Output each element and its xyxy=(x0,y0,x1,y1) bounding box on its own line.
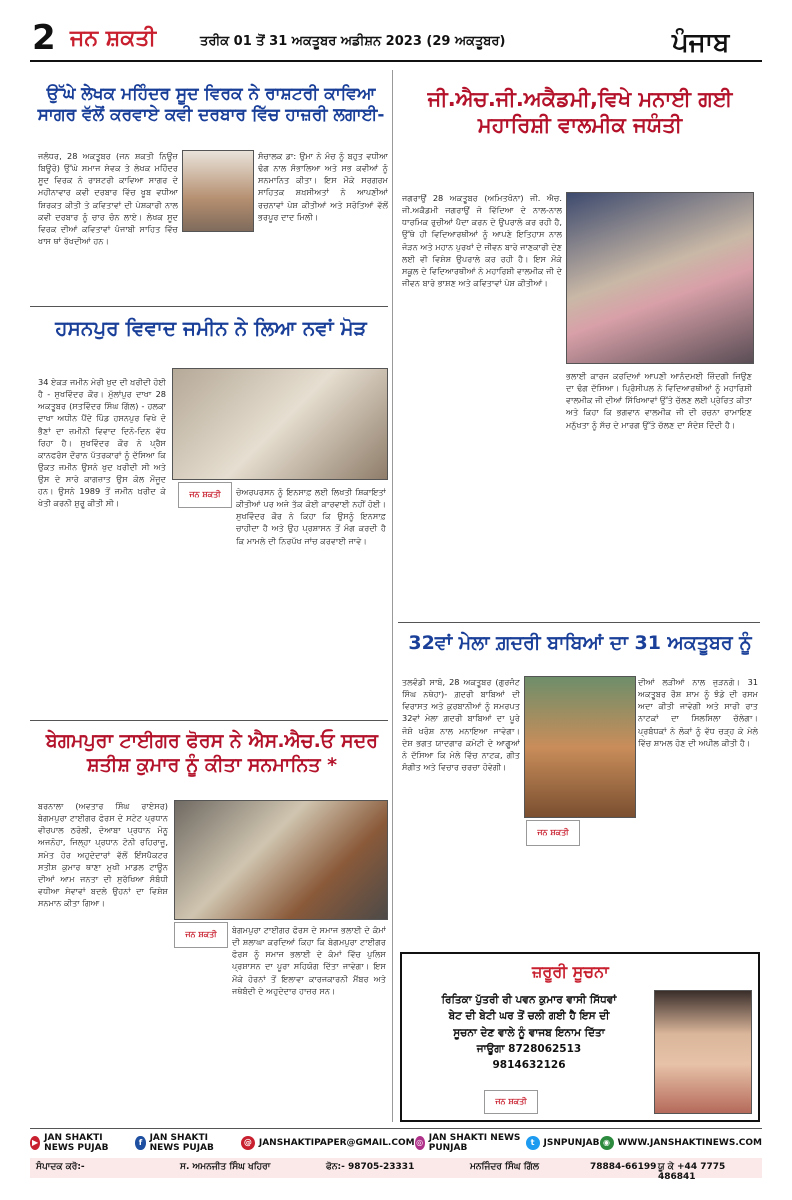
footer-rule xyxy=(30,1128,762,1129)
notice-line: 9814632126 xyxy=(492,1059,566,1072)
jan-shakti-logo: ਜਨ ਸ਼ਕਤੀ xyxy=(174,922,228,948)
notice-line: ਰਿਤਿਕਾ ਪੁੱਤਰੀ ਰੀ ਪਵਨ ਕੁਮਾਰ ਵਾਸੀ ਸਿੱਧਵਾਂ xyxy=(441,994,617,1006)
mela-body-right: ਦੀਆਂ ਲੜੀਆਂ ਨਾਲ ਜੁੜਨਗੇ। 31 ਅਕਤੂਬਰ ਰੌਸ਼ ਸ਼ਾਮ ਨੂੰ ਝੰਡੇ ਦੀ ਰਸਮ ਅਦਾ ਕੀਤੀ ਜਾਵੇਗੀ ਅਤੇ ਸਾਰੀ ਰਾਤ ਨਾਟਕਾਂ ਦਾ ਸਿਲਸਿਲਾ ਚੱਲੇਗਾ। ਪ੍ਰਬੰਧਕਾਂ ਨੇ ਲੋਕਾਂ ਨੂੰ ਵੱਧ ਚੜ੍ਹ ਕੇ ਮੇਲੇ ਵਿੱਚ ਸ਼ਾਮਲ ਹੋਣ ਦੀ ਅਪੀਲ ਕੀਤੀ ਹੈ। xyxy=(638,677,758,748)
hasanpur-headline: ਹਸਨਪੁਰ ਵਿਵਾਦ ਜਮੀਨ ਨੇ ਲਿਆ ਨਵਾਂ ਮੋੜ xyxy=(55,316,367,340)
notice-title: ਜ਼ਰੂਰੀ ਸੂਚਨਾ xyxy=(532,962,609,981)
sood-headline: ਉੱਘੇ ਲੇਖਕ ਮਹਿੰਦਰ ਸੂਦ ਵਿਰਕ ਨੇ ਰਾਸ਼ਟਰੀ ਕਾਵਿਆ ਸਾਗਰ ਵੱਲੋਂ ਕਰਵਾਏ ਕਵੀ ਦਰਬਾਰ ਵਿੱਚ ਹਾਜ਼ਰੀ ਲਗਾਈ- xyxy=(37,84,385,126)
begampura-body-left: ਬਰਨਾਲਾ (ਅਵਤਾਰ ਸਿੰਘ ਰਾਏਸਰ) ਬੇਗਮਪੁਰਾ ਟਾਈਗਰ ਫੋਰਸ ਦੇ ਸਟੇਟ ਪ੍ਰਧਾਨ ਵੀਰਪਾਲ ਠਰੋਲੀ, ਦੋਆਬਾ ਪ੍ਰਧਾਨ ਮੋਨੂ ਅਜਨੋਹਾ, ਜਿਲ੍ਹਾ ਪ੍ਰਧਾਨ ਟੋਨੀ ਰਹਿਰਾਜੂ, ਸਮੇਤ ਹੋਰ ਅਹੁਦੇਦਾਰਾਂ ਵੱਲੋਂ ਇੰਸਪੈਕਟਰ ਸਤੀਸ਼ ਕੁਮਾਰ ਥਾਣਾ ਮੁਖੀ ਮਾਡਲ ਟਾਊਨ ਦੀਆਂ ਆਮ ਜਨਤਾ ਦੀ ਸੁਰੱਖਿਆ ਸੰਬੰਧੀ ਵਧੀਆ ਸੇਵਾਵਾਂ ਬਦਲੇ ਉਹਨਾਂ ਦਾ ਵਿਸ਼ੇਸ਼ ਸਨਮਾਨ ਕੀਤਾ ਗਿਆ। xyxy=(38,801,168,909)
editor-name: ਸ. ਅਮਨਜੀਤ ਸਿੰਘ ਖਹਿਰਾ xyxy=(180,1162,271,1172)
footer-link-label: JAN SHAKTI NEWS PUJAB xyxy=(149,1133,214,1153)
facebook-icon: f xyxy=(135,1136,145,1150)
valmiki-body-right: ਭਲਾਈ ਕਾਰਜ ਕਰਦਿਆਂ ਆਪਣੀ ਆਨੰਦਮਈ ਜ਼ਿੰਦਗੀ ਜਿਉਣ ਦਾ ਢੰਗ ਦੱਸਿਆ। ਪ੍ਰਿੰਸੀਪਲ ਨੇ ਵਿਦਿਆਰਥੀਆਂ ਨੂੰ ਮਹਾਰਿਸ਼ੀ ਵਾਲਮੀਕ ਜੀ ਦੀਆਂ ਸਿੱਖਿਆਵਾਂ ਉੱਤੇ ਚੱਲਣ ਲਈ ਪ੍ਰੇਰਿਤ ਕੀਤਾ ਅਤੇ ਕਿਹਾ ਕਿ ਭਗਵਾਨ ਵਾਲਮੀਕ ਜੀ ਦੀ ਰਚਨਾ ਰਾਮਾਇਣ ਮਨੁੱਖਤਾ ਨੂੰ ਸੱਚ ਦੇ ਮਾਰਗ ਉੱਤੇ ਚੱਲਣ ਦਾ ਸੰਦੇਸ਼ ਦਿੰਦੀ ਹੈ। xyxy=(566,371,752,430)
sood-body-right: ਸੰਚਾਲਕ ਡਾ: ਉਮਾ ਨੇ ਮੰਚ ਨੂੰ ਬਹੁਤ ਵਧੀਆ ਢੰਗ ਨਾਲ ਸੰਭਾਲਿਆ ਅਤੇ ਸਭ ਕਵੀਆਂ ਨੂੰ ਸਨਮਾਨਿਤ ਕੀਤਾ। ਇਸ ਮੌਕੇ ਸਰਗਰਮ ਸਾਹਿਤਕ ਸ਼ਖ਼ਸੀਅਤਾਂ ਨੇ ਆਪਣੀਆਂ ਰਚਨਾਵਾਂ ਪੇਸ਼ ਕੀਤੀਆਂ ਅਤੇ ਸਰੋਤਿਆਂ ਵੱਲੋਂ ਭਰਪੂਰ ਦਾਦ ਮਿਲੀ। xyxy=(258,151,388,222)
sood-photo xyxy=(182,150,254,232)
footer-link-instagram[interactable] xyxy=(415,1134,526,1152)
sood-body-left: ਜਲੰਧਰ, 28 ਅਕਤੂਬਰ (ਜਨ ਸ਼ਕਤੀ ਨਿਊਜ਼ ਬਿਊਰੋ) ਉੱਘੇ ਸਮਾਜ ਸੇਵਕ ਤੇ ਲੇਖਕ ਮਹਿੰਦਰ ਸੂਦ ਵਿਰਕ ਨੇ ਰਾਸ਼ਟਰੀ ਕਾਵਿਆ ਸਾਗਰ ਦੇ ਮਹੀਨਾਵਾਰ ਕਵੀ ਦਰਬਾਰ ਵਿੱਚ ਖੂਬ ਵਧੀਆ ਸ਼ਿਰਕਤ ਕੀਤੀ ਤੇ ਕਵਿਤਾਵਾਂ ਦੀ ਪੇਸ਼ਕਾਰੀ ਨਾਲ ਕਵੀ ਦਰਬਾਰ ਨੂੰ ਚਾਰ ਚੰਨ ਲਾਏ। ਲੇਖਕ ਸੂਦ ਵਿਰਕ ਦੀਆਂ ਕਵਿਤਾਵਾਂ ਪੰਜਾਬੀ ਸਾਹਿਤ ਵਿੱਚ ਖਾਸ ਥਾਂ ਰੱਖਦੀਆਂ ਹਨ। xyxy=(38,151,178,246)
separator xyxy=(398,622,760,623)
date-line: ਤਰੀਕ 01 ਤੋਂ 31 ਅਕਤੂਬਰ ਅਡੀਸ਼ਨ 2023 (29 ਅਕਤੂਬਰ) xyxy=(200,34,506,49)
valmiki-photo xyxy=(566,192,754,364)
footer-link-label: JANSHAKTIPAPER@GMAIL.COM xyxy=(258,1138,415,1148)
notice-line: ਜਾਊਗਾ 8728062513 xyxy=(476,1042,582,1055)
valmiki-headline: ਜੀ.ਐਚ.ਜੀ.ਅਕੈਡਮੀ,ਵਿਖੇ ਮਨਾਈ ਗਈ ਮਹਾਰਿਸ਼ੀ ਵਾਲਮੀਕ ਜਯੰਤੀ xyxy=(427,87,733,138)
separator xyxy=(30,306,388,307)
hasanpur-body-left: 34 ਏਕੜ ਜਮੀਨ ਮੇਰੀ ਖੁਦ ਦੀ ਖ਼ਰੀਦੀ ਹੋਈ ਹੈ - ਸੁਖਵਿੰਦਰ ਕੌਰ। ਮੁੱਲਾਂਪੁਰ ਦਾਖਾ 28 ਅਕਤੂਬਰ (ਸਤਵਿੰਦਰ ਸਿੰਘ ਗਿੱਲ) - ਹਲਕਾ ਦਾਖਾ ਅਧੀਨ ਪੈਂਦੇ ਪਿੰਡ ਹਸਨਪੁਰ ਵਿਖੇ ਦੋ ਭੈਣਾਂ ਦਾ ਜ਼ਮੀਨੀ ਵਿਵਾਦ ਦਿਨੋ-ਦਿਨ ਵੱਧ ਰਿਹਾ ਹੈ। ਸੁਖਵਿੰਦਰ ਕੌਰ ਨੇ ਪ੍ਰੈਸ ਕਾਨਫਰੰਸ ਦੌਰਾਨ ਪੱਤਰਕਾਰਾਂ ਨੂੰ ਦੱਸਿਆ ਕਿ ਉਕਤ ਜਮੀਨ ਉਸਨੇ ਖੁਦ ਖ਼ਰੀਦੀ ਸੀ ਅਤੇ ਉਸ ਦੇ ਸਾਰੇ ਕਾਗਜ਼ਾਤ ਉਸ ਕੋਲ ਮੌਜੂਦ ਹਨ। ਉਸਨੇ 1989 ਤੋਂ ਜਮੀਨ ਖ਼ਰੀਦ ਕੇ ਖੇਤੀ ਕਰਨੀ ਸ਼ੁਰੂ ਕੀਤੀ ਸੀ। xyxy=(38,377,166,509)
footer-link-website[interactable] xyxy=(600,1134,762,1152)
hasanpur-body-right: ਚੇਅਰਪਰਸਨ ਨੂੰ ਇਨਸਾਫ਼ ਲਈ ਲਿਖਤੀ ਸ਼ਿਕਾਇਤਾਂ ਕੀਤੀਆਂ ਪਰ ਅਜੇ ਤੱਕ ਕੋਈ ਕਾਰਵਾਈ ਨਹੀਂ ਹੋਈ। ਸੁਖਵਿੰਦਰ ਕੌਰ ਨੇ ਕਿਹਾ ਕਿ ਉਸਨੂੰ ਇਨਸਾਫ਼ ਚਾਹੀਦਾ ਹੈ ਅਤੇ ਉਹ ਪ੍ਰਸ਼ਾਸਨ ਤੋਂ ਮੰਗ ਕਰਦੀ ਹੈ ਕਿ ਮਾਮਲੇ ਦੀ ਨਿਰਪੱਖ ਜਾਂਚ ਕਰਵਾਈ ਜਾਵੇ। xyxy=(236,487,386,546)
brand-logo: ਜਨ ਸ਼ਕਤੀ xyxy=(70,26,157,51)
mela-headline: 32ਵਾਂ ਮੇਲਾ ਗ਼ਦਰੀ ਬਾਬਿਆਂ ਦਾ 31 ਅਕਤੂਬਰ ਨੂੰ xyxy=(408,632,752,654)
editor-phone: ਫੋਨ:- 98705-23331 xyxy=(326,1162,415,1172)
masthead xyxy=(0,0,792,58)
missing-person-photo xyxy=(654,990,752,1114)
footer-link-label: JSNPUNJAB xyxy=(543,1138,600,1148)
mela-body-left: ਤਲਵੰਡੀ ਸਾਬੋ, 28 ਅਕਤੂਬਰ (ਗੁਰਜੰਟ ਸਿੰਘ ਨਥੇਹਾ)- ਗ਼ਦਰੀ ਬਾਬਿਆਂ ਦੀ ਵਿਰਾਸਤ ਅਤੇ ਕੁਰਬਾਨੀਆਂ ਨੂੰ ਸਮਰਪਤ 32ਵਾਂ ਮੇਲਾ ਗ਼ਦਰੀ ਬਾਬਿਆਂ ਦਾ ਪੂਰੇ ਜੋਸ਼ੋ ਖਰੋਸ਼ ਨਾਲ ਮਨਾਇਆ ਜਾਵੇਗਾ। ਦੇਸ਼ ਭਗਤ ਯਾਦਗਾਰ ਕਮੇਟੀ ਦੇ ਆਗੂਆਂ ਨੇ ਦੱਸਿਆ ਕਿ ਮੇਲੇ ਵਿੱਚ ਨਾਟਕ, ਗੀਤ ਸੰਗੀਤ ਅਤੇ ਵਿਚਾਰ ਚਰਚਾ ਹੋਵੇਗੀ। xyxy=(402,677,520,772)
footer-link-twitter[interactable] xyxy=(526,1134,600,1152)
footer-links xyxy=(30,1134,762,1152)
begampura-headline: ਬੇਗਮਪੁਰਾ ਟਾਈਗਰ ਫੋਰਸ ਨੇ ਐਸ.ਐਚ.ਓ ਸਦਰ ਸ਼ਤੀਸ਼ ਕੁਮਾਰ ਨੂੰ ਕੀਤਾ ਸਨਮਾਨਿਤ * xyxy=(45,730,379,776)
email-icon: @ xyxy=(241,1136,255,1150)
editor-label: ਸੰਪਾਦਕ ਕਰੋ:- xyxy=(36,1162,85,1172)
hasanpur-photo xyxy=(172,368,388,480)
valmiki-body-left: ਜਗਰਾਉਂ 28 ਅਕਤੂਬਰ (ਅਮਿਤਖੰਨਾ) ਜੀ. ਐਚ. ਜੀ.ਅਕੈਡਮੀ ਜਗਰਾਉਂ ਜੋ ਵਿੱਦਿਆ ਦੇ ਨਾਲ-ਨਾਲ ਧਾਰਮਿਕ ਰੁਚੀਆਂ ਪੈਦਾ ਕਰਨ ਦੇ ਉਪਰਾਲੇ ਕਰ ਰਹੀ ਹੈ, ਉੱਥੇ ਹੀ ਵਿਦਿਆਰਥੀਆਂ ਨੂੰ ਆਪਣੇ ਇਤਿਹਾਸ ਨਾਲ ਜੋੜਨ ਅਤੇ ਮਹਾਨ ਪੁਰਖਾਂ ਦੇ ਜੀਵਨ ਬਾਰੇ ਜਾਣਕਾਰੀ ਦੇਣ ਲਈ ਵੀ ਵਿਸ਼ੇਸ਼ ਉਪਰਾਲੇ ਕਰ ਰਹੀ ਹੈ। ਇਸ ਮੌਕੇ ਸਕੂਲ ਦੇ ਵਿਦਿਆਰਥੀਆਂ ਨੇ ਮਹਾਰਿਸ਼ੀ ਵਾਲਮੀਕ ਜੀ ਦੇ ਜੀਵਨ ਬਾਰੇ ਭਾਸ਼ਣ ਅਤੇ ਕਵਿਤਾਵਾਂ ਪੇਸ਼ ਕੀਤੀਆਂ। xyxy=(402,193,562,288)
web-icon: ◉ xyxy=(600,1136,614,1150)
section-name: ਪੰਜਾਬ xyxy=(672,28,730,58)
footer-link-facebook[interactable] xyxy=(135,1134,240,1152)
footer-link-label: WWW.JANSHAKTINEWS.COM xyxy=(617,1138,762,1148)
footer-link-email[interactable] xyxy=(241,1134,415,1152)
footer-link-label: JAN SHAKTI NEWS PUJAB xyxy=(44,1133,109,1153)
twitter-icon: t xyxy=(526,1136,540,1150)
notice-line: ਸੂਚਨਾ ਦੇਣ ਵਾਲੇ ਨੂੰ ਵਾਜਬ ਇਨਾਮ ਦਿੱਤਾ xyxy=(453,1026,605,1039)
notice-line: ਬੇਟ ਦੀ ਬੇਟੀ ਘਰ ਤੋਂ ਚਲੀ ਗਈ ਹੈ ਇਸ ਦੀ xyxy=(448,1010,610,1023)
jan-shakti-logo: ਜਨ ਸ਼ਕਤੀ xyxy=(178,482,232,508)
mela-poster xyxy=(524,676,636,818)
youtube-icon: ▶ xyxy=(30,1136,40,1150)
uk-phone: ਯੂ ਕੇ +44 7775 486841 xyxy=(658,1162,726,1182)
column-divider xyxy=(392,70,393,1122)
jan-shakti-logo: ਜਨ ਸ਼ਕਤੀ xyxy=(526,820,580,846)
masthead-rule xyxy=(30,60,762,62)
begampura-body-right: ਬੇਗਮਪੁਰਾ ਟਾਈਗਰ ਫੋਰਸ ਦੇ ਸਮਾਜ ਭਲਾਈ ਦੇ ਕੰਮਾਂ ਦੀ ਸ਼ਲਾਘਾ ਕਰਦਿਆਂ ਕਿਹਾ ਕਿ ਬੇਗਮਪੁਰਾ ਟਾਈਗਰ ਫੋਰਸ ਨੂੰ ਸਮਾਜ ਭਲਾਈ ਦੇ ਕੰਮਾਂ ਵਿੱਚ ਪੁਲਿਸ ਪ੍ਰਸ਼ਾਸਨ ਦਾ ਪੂਰਾ ਸਹਿਯੋਗ ਦਿੱਤਾ ਜਾਵੇਗਾ। ਇਸ ਮੌਕੇ ਹੋਰਨਾਂ ਤੋਂ ਇਲਾਵਾ ਕਾਰਜਕਾਰਨੀ ਮੈਂਬਰ ਅਤੇ ਜਥੇਬੰਦੀ ਦੇ ਅਹੁਦੇਦਾਰ ਹਾਜ਼ਰ ਸਨ। xyxy=(232,925,386,996)
begampura-photo xyxy=(174,800,388,920)
separator xyxy=(30,720,388,721)
jan-shakti-logo: ਜਨ ਸ਼ਕਤੀ xyxy=(484,1090,538,1114)
manager-phone: 78884-66199 xyxy=(590,1162,657,1172)
footer-credits xyxy=(30,1158,762,1182)
footer-link-label: JAN SHAKTI NEWS PUNJAB xyxy=(428,1133,521,1153)
page-number: 2 xyxy=(32,18,56,58)
footer-link-youtube[interactable] xyxy=(30,1134,135,1152)
instagram-icon: ◎ xyxy=(415,1136,425,1150)
notice-box xyxy=(400,952,760,1122)
manager-name: ਮਨਜਿੰਦਰ ਸਿੰਘ ਗਿੱਲ xyxy=(470,1162,539,1172)
